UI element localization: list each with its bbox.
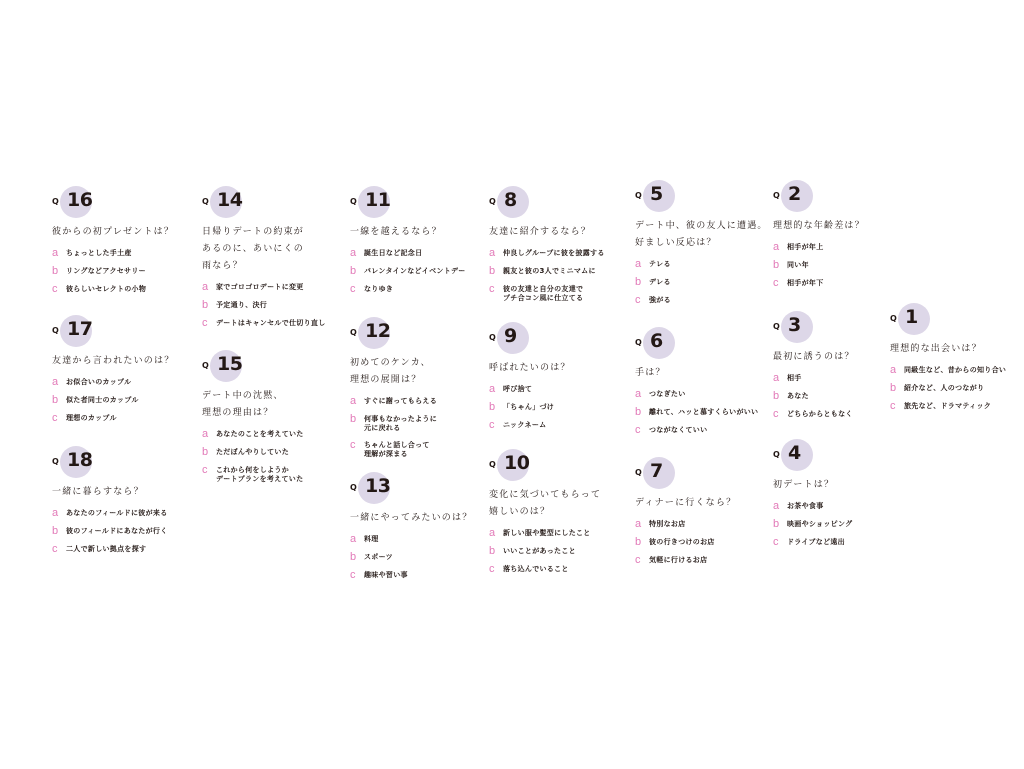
q-label: Q: [350, 483, 357, 492]
option-letter: a: [202, 281, 209, 293]
q-label: Q: [489, 333, 496, 342]
option-list: [350, 534, 492, 581]
option-text: 落ち込んでいること: [503, 565, 569, 573]
option-list: [635, 519, 777, 566]
option-c: [489, 284, 631, 303]
option-list: [202, 282, 344, 329]
question-badge: [635, 327, 777, 359]
question-number: 13: [365, 475, 391, 497]
option-text: 趣味や習い事: [364, 571, 408, 579]
option-list: [890, 365, 1018, 412]
question-badge: [202, 186, 344, 218]
option-list: [489, 384, 631, 431]
option-list: [52, 508, 194, 555]
question-title: 日帰りデートの約束が あるのに、あいにくの 雨なら？: [202, 227, 305, 271]
option-text: つなぎたい: [649, 390, 686, 398]
option-text: 同い年: [787, 261, 809, 269]
q-label: Q: [890, 314, 897, 323]
question-title: 初デートは？: [773, 480, 835, 490]
q-label: Q: [52, 457, 59, 466]
option-text: 紹介など、人のつながり: [904, 384, 985, 392]
option-text: 特別なお店: [649, 520, 686, 528]
option-list: [202, 429, 344, 484]
option-list: [635, 259, 777, 306]
question-title: 理想的な年齢差は？: [773, 221, 865, 231]
question-title: 一緒に暮らすなら？: [52, 487, 144, 497]
option-text: 旅先など、ドラマティック: [904, 402, 992, 410]
question-13: [350, 472, 492, 588]
question-number: 7: [650, 460, 663, 482]
option-text: お似合いのカップル: [66, 378, 132, 386]
option-text: ちゃんと話し合って 理解が深まる: [364, 441, 430, 458]
q-label: Q: [350, 197, 357, 206]
question-18: [52, 446, 194, 562]
option-letter: c: [890, 400, 896, 412]
option-letter: b: [635, 536, 642, 548]
option-letter: b: [350, 265, 357, 277]
option-c: [489, 564, 631, 575]
option-letter: a: [52, 376, 59, 388]
option-a: [489, 528, 631, 539]
option-list: [489, 248, 631, 303]
option-letter: c: [52, 283, 58, 295]
option-b: [350, 414, 492, 433]
question-badge: [52, 186, 194, 218]
question-title: デート中の沈黙、 理想の理由は？: [202, 391, 284, 418]
question-badge: [773, 180, 915, 212]
option-b: [773, 519, 915, 530]
question-number: 8: [504, 189, 517, 211]
question-number: 2: [788, 183, 801, 205]
question-14: [202, 186, 344, 336]
question-7: [635, 457, 777, 573]
option-c: [350, 570, 492, 581]
option-letter: c: [202, 464, 208, 476]
question-badge: [350, 472, 492, 504]
option-letter: b: [489, 401, 496, 413]
option-list: [773, 501, 915, 548]
option-c: [350, 440, 492, 459]
option-text: 彼の行きつけのお店: [649, 538, 715, 546]
question-title: 一線を越えるなら？: [350, 227, 442, 237]
option-c: [489, 420, 631, 431]
option-a: [773, 242, 915, 253]
question-12: [350, 317, 492, 466]
q-label: Q: [52, 326, 59, 335]
option-a: [489, 384, 631, 395]
option-letter: c: [773, 277, 779, 289]
option-b: [202, 300, 344, 311]
option-a: [489, 248, 631, 259]
option-a: [52, 377, 194, 388]
question-badge: [635, 457, 777, 489]
question-title: ディナーに行くなら？: [635, 498, 737, 508]
option-letter: b: [773, 259, 780, 271]
option-letter: b: [489, 265, 496, 277]
option-text: あなたのフィールドに彼が来る: [66, 509, 168, 517]
option-letter: b: [890, 382, 897, 394]
option-letter: b: [635, 276, 642, 288]
question-title: 変化に気づいてもらって 嬉しいのは？: [489, 490, 602, 517]
q-label: Q: [635, 191, 642, 200]
option-b: [350, 552, 492, 563]
q-label: Q: [489, 460, 496, 469]
option-letter: a: [350, 395, 357, 407]
option-a: [773, 501, 915, 512]
question-number: 3: [788, 314, 801, 336]
option-letter: b: [202, 446, 209, 458]
option-b: [635, 407, 777, 418]
question-title: 一緒にやってみたいのは？: [350, 513, 473, 523]
option-letter: c: [635, 554, 641, 566]
question-6: [635, 327, 777, 443]
option-b: [489, 546, 631, 557]
option-letter: b: [489, 545, 496, 557]
option-letter: a: [489, 383, 496, 395]
question-number: 17: [67, 318, 93, 340]
question-10: [489, 449, 631, 582]
option-letter: a: [350, 247, 357, 259]
question-5: [635, 180, 777, 313]
question-badge: [890, 303, 1018, 335]
option-b: [773, 260, 915, 271]
option-text: 仲良しグループに彼を披露する: [503, 249, 605, 257]
option-text: 離れて、ハッと慕すくらいがいい: [649, 408, 759, 416]
question-number: 9: [504, 325, 517, 347]
option-text: ただぼんやりしていた: [216, 448, 289, 456]
option-text: テレる: [649, 260, 671, 268]
option-c: [202, 318, 344, 329]
option-text: 親友と彼の3人でミニマムに: [503, 267, 596, 275]
option-letter: c: [635, 424, 641, 436]
question-badge: [202, 350, 344, 382]
option-c: [773, 278, 915, 289]
option-a: [635, 389, 777, 400]
option-a: [52, 508, 194, 519]
option-letter: c: [52, 412, 58, 424]
option-letter: b: [773, 518, 780, 530]
option-b: [489, 266, 631, 277]
question-1: [890, 303, 1018, 419]
option-text: 二人で新しい拠点を探す: [66, 545, 147, 553]
q-label: Q: [773, 322, 780, 331]
question-9: [489, 322, 631, 438]
q-label: Q: [773, 450, 780, 459]
option-letter: c: [350, 569, 356, 581]
question-number: 4: [788, 442, 801, 464]
option-text: 強がる: [649, 296, 671, 304]
option-letter: c: [350, 439, 356, 451]
option-text: 呼び捨て: [503, 385, 533, 393]
q-label: Q: [489, 197, 496, 206]
question-number: 11: [365, 189, 391, 211]
option-a: [350, 534, 492, 545]
option-list: [52, 248, 194, 295]
q-label: Q: [635, 338, 642, 347]
option-text: 理想のカップル: [66, 414, 117, 422]
option-text: どちらからともなく: [787, 410, 853, 418]
question-title: 初めてのケンカ、 理想の展開は？: [350, 358, 431, 385]
option-list: [489, 528, 631, 575]
q-label: Q: [635, 468, 642, 477]
option-text: ちょっとした手土産: [66, 249, 132, 257]
question-badge: [52, 446, 194, 478]
option-letter: a: [773, 372, 780, 384]
option-text: 相手: [787, 374, 802, 382]
option-b: [52, 266, 194, 277]
option-text: 相手が年上: [787, 243, 824, 251]
option-letter: b: [202, 299, 209, 311]
question-title: デート中、彼の友人に遭遇。 好ましい反応は？: [635, 221, 768, 248]
option-c: [635, 555, 777, 566]
option-b: [350, 266, 492, 277]
option-text: 映画やショッピング: [787, 520, 853, 528]
option-text: デレる: [649, 278, 671, 286]
option-a: [890, 365, 1018, 376]
option-a: [635, 519, 777, 530]
question-number: 10: [504, 452, 530, 474]
option-list: [773, 242, 915, 289]
option-letter: a: [773, 241, 780, 253]
option-text: リングなどアクセサリー: [66, 267, 146, 275]
question-8: [489, 186, 631, 310]
option-letter: a: [773, 500, 780, 512]
option-a: [635, 259, 777, 270]
option-text: あなたのことを考えていた: [216, 430, 304, 438]
q-label: Q: [350, 328, 357, 337]
question-badge: [350, 186, 492, 218]
option-list: [350, 396, 492, 459]
question-title: 手は？: [635, 368, 666, 378]
option-letter: c: [773, 536, 779, 548]
option-text: 新しい服や髪型にしたこと: [503, 529, 591, 537]
option-letter: a: [202, 428, 209, 440]
question-16: [52, 186, 194, 302]
option-letter: a: [890, 364, 897, 376]
question-title: 理想的な出会いは？: [890, 344, 982, 354]
option-c: [635, 295, 777, 306]
option-text: これから何をしようか デートプランを考えていた: [216, 466, 304, 483]
option-letter: b: [635, 406, 642, 418]
option-letter: a: [52, 507, 59, 519]
q-label: Q: [202, 361, 209, 370]
option-letter: c: [635, 294, 641, 306]
option-b: [52, 395, 194, 406]
option-text: つながなくていい: [649, 426, 708, 434]
option-letter: b: [52, 394, 59, 406]
question-badge: [489, 322, 631, 354]
option-text: お茶や食事: [787, 502, 824, 510]
q-label: Q: [202, 197, 209, 206]
option-a: [202, 429, 344, 440]
option-letter: b: [52, 525, 59, 537]
option-b: [890, 383, 1018, 394]
question-badge: [350, 317, 492, 349]
option-text: バレンタインなどイベントデー: [364, 267, 466, 275]
option-list: [52, 377, 194, 424]
option-text: 料理: [364, 535, 379, 543]
option-text: ニックネーム: [503, 421, 547, 429]
option-text: 「ちゃん」づけ: [503, 403, 555, 411]
option-text: スポーツ: [364, 553, 393, 561]
option-text: 似た者同士のカップル: [66, 396, 139, 404]
option-text: ドライブなど遠出: [787, 538, 845, 546]
question-number: 5: [650, 183, 663, 205]
option-text: 気軽に行けるお店: [649, 556, 708, 564]
option-text: すぐに謝ってもらえる: [364, 397, 437, 405]
option-letter: b: [350, 551, 357, 563]
option-a: [350, 248, 492, 259]
option-text: なりゆき: [364, 285, 394, 293]
question-title: 彼からの初プレゼントは？: [52, 227, 175, 237]
question-badge: [489, 449, 631, 481]
question-title: 最初に誘うのは？: [773, 352, 855, 362]
option-b: [635, 537, 777, 548]
question-number: 16: [67, 189, 93, 211]
option-list: [635, 389, 777, 436]
question-11: [350, 186, 492, 302]
question-badge: [635, 180, 777, 212]
option-a: [52, 248, 194, 259]
question-title: 呼ばれたいのは？: [489, 363, 571, 373]
option-letter: c: [489, 283, 495, 295]
option-c: [890, 401, 1018, 412]
option-text: 家でゴロゴロデートに変更: [216, 283, 304, 291]
option-c: [52, 544, 194, 555]
option-c: [773, 537, 915, 548]
option-letter: c: [52, 543, 58, 555]
question-title: 友達から言われたいのは？: [52, 356, 175, 366]
option-letter: c: [350, 283, 356, 295]
option-letter: c: [489, 419, 495, 431]
option-c: [350, 284, 492, 295]
option-text: 彼の友達と自分の友達で プチ合コン風に仕立てる: [503, 285, 584, 302]
option-text: 何事もなかったように 元に戻れる: [364, 415, 437, 432]
question-4: [773, 439, 915, 555]
option-letter: c: [202, 317, 208, 329]
question-number: 18: [67, 449, 93, 471]
option-b: [635, 277, 777, 288]
question-number: 14: [217, 189, 243, 211]
question-17: [52, 315, 194, 431]
option-letter: a: [635, 518, 642, 530]
option-b: [52, 526, 194, 537]
option-c: [202, 465, 344, 484]
option-text: いいことがあったこと: [503, 547, 576, 555]
option-letter: b: [52, 265, 59, 277]
question-number: 15: [217, 353, 243, 375]
option-text: 同級生など、昔からの知り合い: [904, 366, 1007, 374]
option-c: [52, 413, 194, 424]
option-letter: c: [489, 563, 495, 575]
question-title: 友達に紹介するなら？: [489, 227, 592, 237]
question-number: 12: [365, 320, 391, 342]
option-a: [202, 282, 344, 293]
question-badge: [489, 186, 631, 218]
option-letter: a: [489, 527, 496, 539]
option-b: [202, 447, 344, 458]
option-letter: b: [350, 413, 357, 425]
option-text: 誕生日など記念日: [364, 249, 423, 257]
option-text: 彼らしいセレクトの小物: [66, 285, 147, 293]
question-badge: [52, 315, 194, 347]
option-letter: a: [350, 533, 357, 545]
option-letter: a: [635, 388, 642, 400]
question-number: 1: [905, 306, 918, 328]
option-c: [635, 425, 777, 436]
option-letter: c: [773, 408, 779, 420]
option-letter: a: [635, 258, 642, 270]
option-letter: a: [489, 247, 496, 259]
option-a: [350, 396, 492, 407]
q-label: Q: [52, 197, 59, 206]
option-text: デートはキャンセルで仕切り直し: [216, 319, 326, 327]
option-text: 予定通り、決行: [216, 301, 268, 309]
option-c: [52, 284, 194, 295]
option-letter: a: [52, 247, 59, 259]
q-label: Q: [773, 191, 780, 200]
question-badge: [773, 439, 915, 471]
question-number: 6: [650, 330, 663, 352]
option-text: 相手が年下: [787, 279, 824, 287]
option-text: 彼のフィールドにあなたが行く: [66, 527, 168, 535]
option-letter: b: [773, 390, 780, 402]
option-list: [350, 248, 492, 295]
option-b: [489, 402, 631, 413]
question-2: [773, 180, 915, 296]
option-text: あなた: [787, 392, 809, 400]
question-15: [202, 350, 344, 491]
